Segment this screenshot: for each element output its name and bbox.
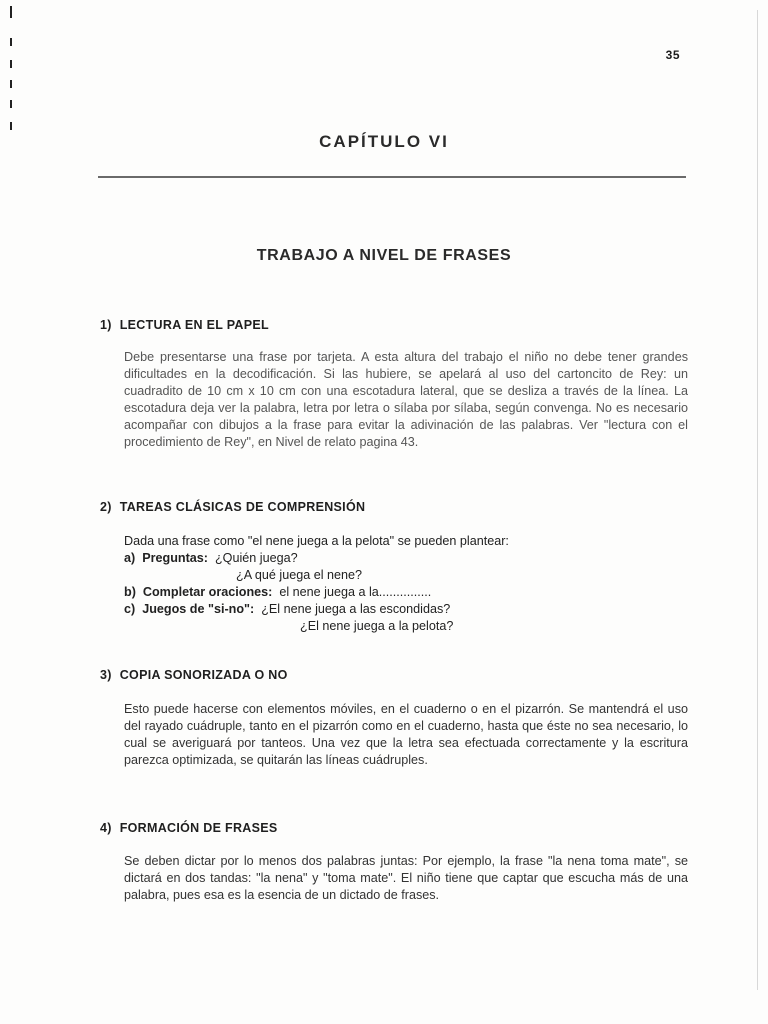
list-item <box>124 567 688 584</box>
section-heading-text: LECTURA EN EL PAPEL <box>119 318 269 332</box>
section-heading <box>100 500 365 514</box>
page-edge <box>757 10 758 990</box>
scan-mark <box>10 6 12 18</box>
item-label: Juegos de "si-no": <box>142 602 255 616</box>
section-heading <box>100 318 269 332</box>
section-heading-text: COPIA SONORIZADA O NO <box>119 668 288 682</box>
chapter-title: CAPÍTULO VI <box>319 132 449 151</box>
item-text: ¿El nene juega a las escondidas? <box>261 602 451 616</box>
list-item <box>124 618 688 635</box>
scan-mark <box>10 38 12 46</box>
item-text: ¿Quién juega? <box>214 551 298 565</box>
item-text: ¿El nene juega a la pelota? <box>300 619 454 633</box>
scan-mark <box>10 80 12 88</box>
item-marker: b) <box>124 585 136 599</box>
section-heading <box>100 821 278 835</box>
item-marker: a) <box>124 551 136 565</box>
section-heading-text: TAREAS CLÁSICAS DE COMPRENSIÓN <box>119 500 366 514</box>
comprehension-list <box>124 533 688 635</box>
section-heading <box>100 668 288 682</box>
scan-mark <box>10 60 12 68</box>
section-paragraph: Esto puede hacerse con elementos móviles, en el cuaderno o en el pizarrón. Se mantendrá el uso del rayado cuádruple, tanto en el pizarrón como en el cuaderno, hasta que éste no sea necesario, lo cual se averiguará por tanteos. Una vez que la letra sea efectuada correctamente y la escritura parezca optimizada, se quitarán las líneas cuádruples. <box>124 702 688 767</box>
list-item <box>124 584 688 601</box>
scan-mark <box>10 122 12 130</box>
page-number: 35 <box>665 48 680 62</box>
scan-mark <box>10 100 12 108</box>
item-text: ¿A qué juega el nene? <box>236 568 363 582</box>
item-label: Completar oraciones: <box>142 585 273 599</box>
section-paragraph: Debe presentarse una frase por tarjeta. A esta altura del trabajo el niño no debe tener grandes dificultades en la decodificación. Si las hubiere, se apelará al uso del cartoncito de Rey: un cuadradito de 10 cm x 10 cm con una escotadura lateral, que se desliza a través de la línea. La escotadura deja ver la palabra, letra por letra o sílaba por sílaba, según convenga. No es necesario acompañar con dibujos a la frase para evitar la adivinación de las palabras. Ver "lectura con el procedimiento de Rey", en Nivel de relato pagina 43. <box>124 350 688 449</box>
page-title: TRABAJO A NIVEL DE FRASES <box>256 247 512 264</box>
section-number: 1) <box>100 318 112 332</box>
divider <box>98 176 686 178</box>
list-intro: Dada una frase como "el nene juega a la pelota" se pueden plantear: <box>124 534 509 548</box>
item-marker: c) <box>124 602 136 616</box>
section-heading-text: FORMACIÓN DE FRASES <box>119 821 278 835</box>
section-paragraph: Se deben dictar por lo menos dos palabras juntas: Por ejemplo, la frase "la nena toma mate", se dictará en dos tandas: "la nena" y "toma mate". El niño tiene que captar que escucha más de una palabra, pues esa es la esencia de un dictado de frases. <box>124 854 688 902</box>
item-label: Preguntas: <box>142 551 208 565</box>
list-item <box>124 550 688 567</box>
section-number: 3) <box>100 668 112 682</box>
section-number: 2) <box>100 500 112 514</box>
item-text: el nene juega a la............... <box>279 585 432 599</box>
list-item <box>124 601 688 618</box>
section-number: 4) <box>100 821 112 835</box>
